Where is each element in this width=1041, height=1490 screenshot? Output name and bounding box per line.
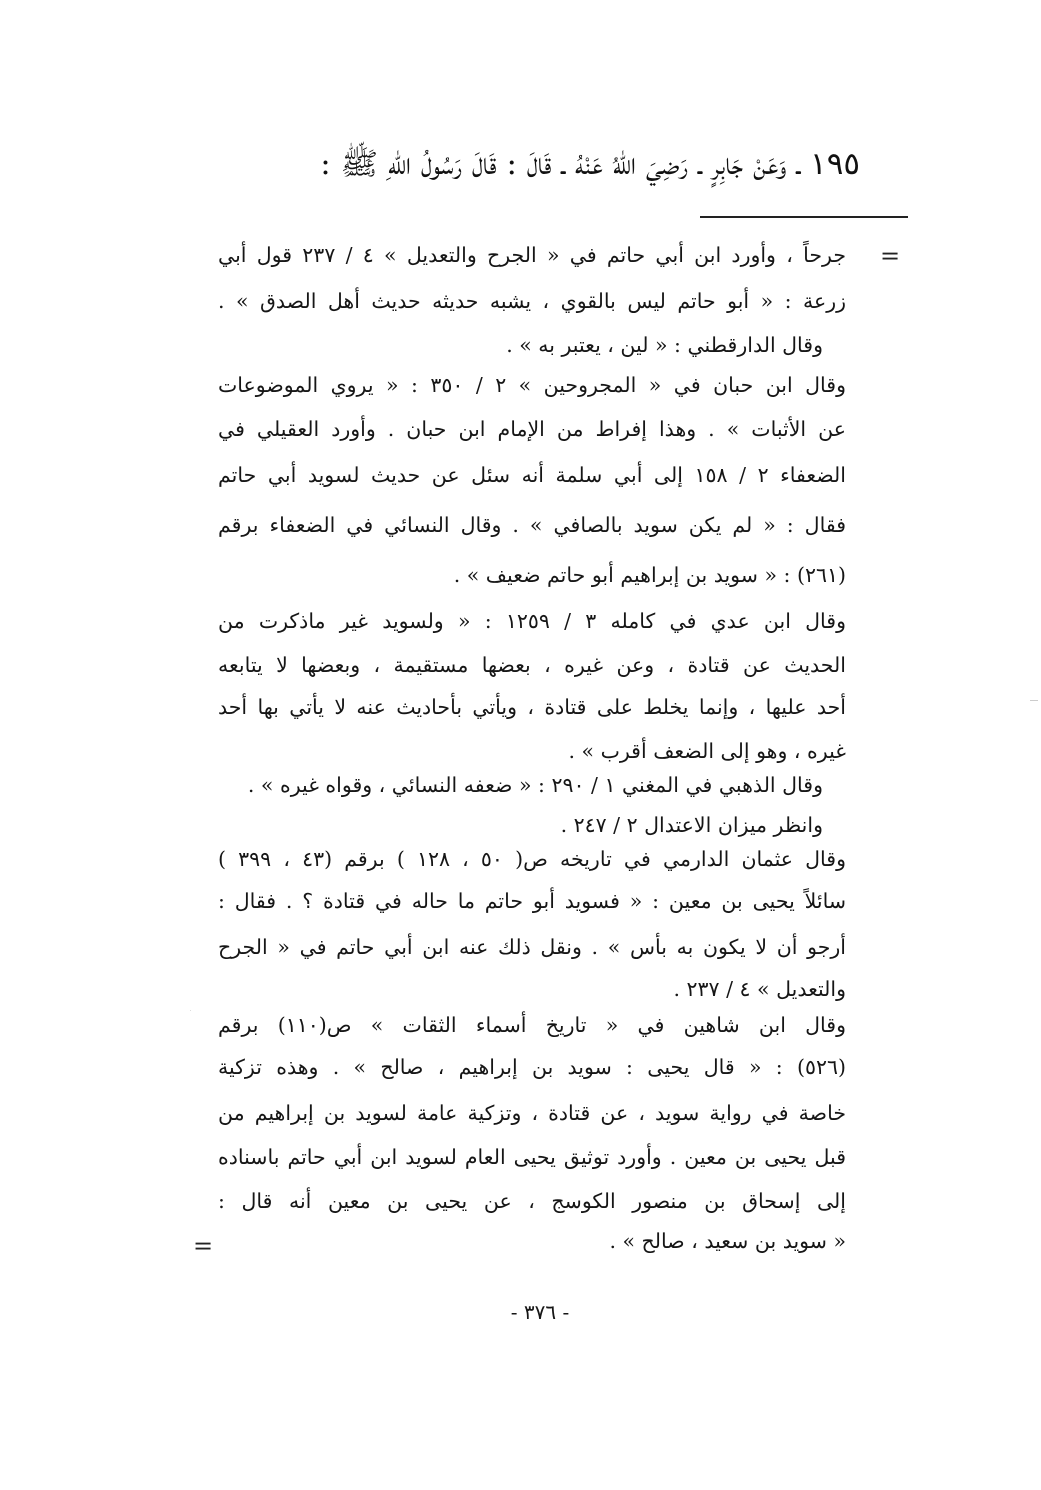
- footnote-line: فقال : « لم يكن سويد بالصافي » . وقال النسائي في الضعفاء برقم: [218, 513, 846, 537]
- footnote-line: أحد عليها ، وإنما يخلط على قتادة ، ويأتي بأحاديث عنه لا يأتي بها أحد: [218, 695, 846, 719]
- footnote-line: وانظر ميزان الاعتدال ٢ / ٢٤٧ .: [560, 813, 823, 837]
- scan-speck: [1030, 700, 1038, 701]
- footnote-line: (٢٦١) : « سويد بن إبراهيم أبو حاتم ضعيف » .: [453, 563, 846, 587]
- footnote-line: وقال ابن حبان في « المجروحين » ٢ / ٣٥٠ : « يروي الموضوعات: [218, 373, 846, 397]
- footnote-line: وقال عثمان الدارمي في تاريخه ص( ٥٠ ، ١٢٨ ) برقم (٤٣ ، ٣٩٩ ): [218, 847, 846, 871]
- footnote-line: وقال الدارقطني : « لين ، يعتبر به » .: [506, 333, 823, 357]
- footnote-line: عن الأثبات » . وهذا إفراط من الإمام ابن حبان . وأورد العقيلي في: [218, 417, 846, 441]
- scan-speck: [190, 1010, 191, 1011]
- footnote-line: (٥٢٦) : « قال يحيى : سويد بن إبراهيم ، صالح » . وهذه تزكية: [218, 1055, 846, 1079]
- footnote-line: زرعة : « أبو حاتم ليس بالقوي ، يشبه حديثه حديث أهل الصدق » .: [218, 289, 846, 313]
- footnote-line: وقال ابن عدي في كامله ٣ / ١٢٥٩ : « ولسويد غير ماذكرت من: [218, 609, 846, 633]
- footnote-line: وقال ابن شاهين في « تاريخ أسماء الثقات » ص(١١٠) برقم: [218, 1013, 846, 1037]
- footnote-line: خاصة في رواية سويد ، عن قتادة ، وتزكية عامة لسويد بن إبراهيم من: [218, 1101, 846, 1125]
- footnote-line: الضعفاء ٢ / ١٥٨ إلى أبي سلمة أنه سئل عن حديث لسويد أبي حاتم: [218, 463, 846, 487]
- footnote-line: الحديث عن قتادة ، وعن غيره ، بعضها مستقيمة ، وبعضها لا يتابعه: [218, 653, 846, 677]
- continuation-mark-bottom: =: [193, 1232, 214, 1260]
- footnote-line: سائلاً يحيى بن معين : « فسويد أبو حاتم ما حاله في قتادة ؟ . فقال :: [218, 889, 846, 913]
- footnote-separator-rule: [700, 216, 908, 218]
- footnote-line: قبل يحيى بن معين . وأورد توثيق يحيى العام لسويد ابن أبي حاتم باسناده: [218, 1145, 846, 1169]
- footnote-line: غيره ، وهو إلى الضعف أقرب » .: [568, 739, 846, 763]
- hadith-heading: ١٩٥ ـ وَعَنْ جَابِرٍ ـ رَضِيَ اللهُ عَنْهُ ـ قَالَ : قَالَ رَسُولُ اللهِ ﷺ :: [320, 146, 860, 182]
- footnote-line: والتعديل » ٤ / ٢٣٧ .: [673, 977, 846, 1001]
- footnote-line: « سويد بن سعيد ، صالح » .: [609, 1229, 846, 1253]
- continuation-mark-top: =: [880, 242, 901, 270]
- footnote-line: وقال الذهبي في المغني ١ / ٢٩٠ : « ضعفه النسائي ، وقواه غيره » .: [247, 773, 823, 797]
- footnote-line: أرجو أن لا يكون به بأس » . ونقل ذلك عنه ابن أبي حاتم في « الجرح: [218, 935, 846, 959]
- page-number: - ٣٧٦ -: [510, 1300, 570, 1324]
- footnote-line: إلى إسحاق بن منصور الكوسج ، عن يحيى بن معين أنه قال :: [218, 1189, 846, 1213]
- footnote-line: جرحاً ، وأورد ابن أبي حاتم في « الجرح والتعديل » ٤ / ٢٣٧ قول أبي: [218, 243, 846, 267]
